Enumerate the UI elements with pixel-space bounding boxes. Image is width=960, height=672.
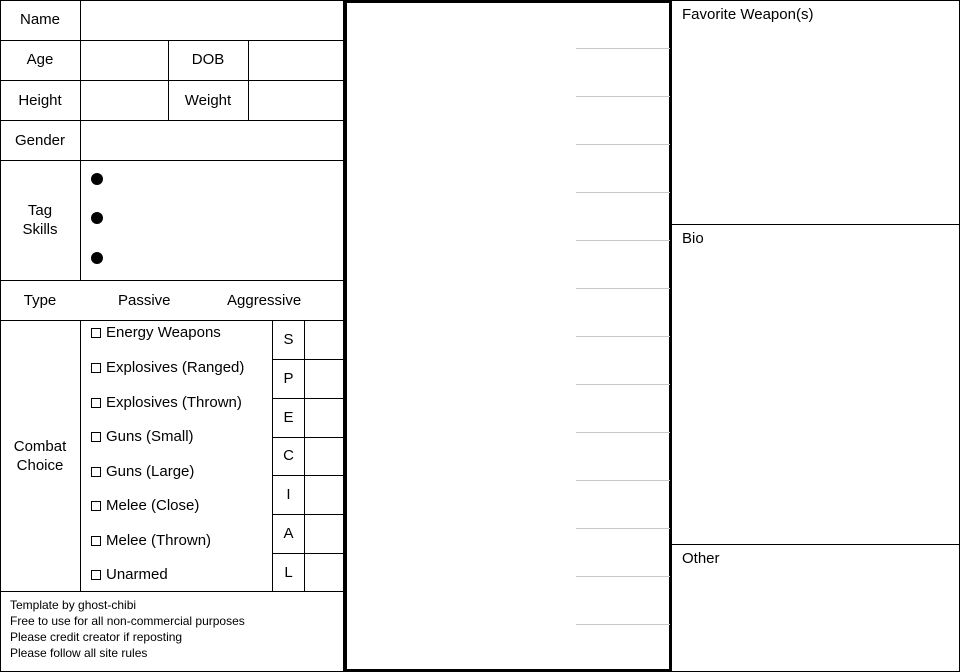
age-field[interactable] — [81, 41, 168, 80]
guide-line — [576, 624, 670, 625]
checkbox-icon[interactable] — [91, 501, 101, 511]
type-passive-option[interactable]: Passive — [118, 292, 171, 309]
combat-option[interactable]: Guns (Small) — [91, 428, 194, 446]
special-row-divider — [272, 514, 344, 515]
combat-option[interactable]: Energy Weapons — [91, 324, 221, 342]
combat-choice-label-line2: Choice — [16, 457, 64, 474]
dob-label: DOB — [191, 51, 225, 68]
weight-field[interactable] — [249, 81, 343, 120]
checkbox-icon[interactable] — [91, 328, 101, 338]
type-label: Type — [23, 292, 57, 309]
height-field[interactable] — [81, 81, 168, 120]
combat-option[interactable]: Melee (Close) — [91, 497, 199, 515]
guide-line — [576, 528, 670, 529]
guide-line — [576, 336, 670, 337]
age-label: Age — [26, 51, 54, 68]
special-letter-s: S — [283, 331, 294, 348]
guide-line — [576, 96, 670, 97]
guide-line — [576, 432, 670, 433]
favorite-weapons-label: Favorite Weapon(s) — [682, 6, 814, 23]
name-label: Name — [19, 11, 60, 28]
height-label: Height — [18, 92, 62, 109]
section-divider — [672, 224, 960, 225]
checkbox-icon[interactable] — [91, 432, 101, 442]
label-column-divider — [80, 320, 81, 592]
guide-line — [576, 576, 670, 577]
section-divider — [672, 544, 960, 545]
bullet-icon — [91, 252, 103, 264]
special-row-divider — [272, 398, 344, 399]
checkbox-icon[interactable] — [91, 398, 101, 408]
tag-skills-label-line1: Tag — [27, 202, 53, 219]
guide-line — [576, 240, 670, 241]
checkbox-icon[interactable] — [91, 467, 101, 477]
credit-line: Please credit creator if reposting — [10, 630, 183, 644]
checkbox-icon[interactable] — [91, 363, 101, 373]
special-letter-a: A — [283, 525, 294, 542]
combat-option[interactable]: Unarmed — [91, 566, 168, 584]
gender-field[interactable] — [81, 121, 343, 160]
guide-line — [576, 144, 670, 145]
special-letter-l: L — [284, 564, 293, 581]
row-divider — [0, 280, 344, 281]
guide-line — [576, 384, 670, 385]
other-field[interactable] — [673, 570, 959, 671]
favorite-weapons-field[interactable] — [673, 26, 959, 223]
bullet-icon — [91, 173, 103, 185]
special-letter-p: P — [283, 370, 294, 387]
row-divider — [0, 320, 344, 321]
other-label: Other — [682, 550, 720, 567]
bullet-icon — [91, 212, 103, 224]
tag-skills-label-line2: Skills — [22, 221, 58, 238]
row-divider — [0, 160, 344, 161]
name-field[interactable] — [81, 1, 343, 40]
bio-field[interactable] — [673, 250, 959, 543]
special-row-divider — [272, 359, 344, 360]
bio-label: Bio — [682, 230, 704, 247]
gender-label: Gender — [14, 132, 66, 149]
guide-line — [576, 192, 670, 193]
combat-choice-label-line1: Combat — [13, 438, 67, 455]
special-divider — [304, 320, 305, 592]
weight-label: Weight — [184, 92, 232, 109]
checkbox-icon[interactable] — [91, 570, 101, 580]
combat-option[interactable]: Explosives (Ranged) — [91, 359, 244, 377]
special-letter-e: E — [283, 409, 294, 426]
combat-option[interactable]: Guns (Large) — [91, 463, 194, 481]
special-row-divider — [272, 475, 344, 476]
dob-field[interactable] — [249, 41, 343, 80]
special-row-divider — [272, 437, 344, 438]
guide-line — [576, 48, 670, 49]
type-aggressive-option[interactable]: Aggressive — [227, 292, 302, 309]
special-letter-i: I — [286, 486, 291, 503]
checkbox-icon[interactable] — [91, 536, 101, 546]
special-row-divider — [272, 553, 344, 554]
credit-line: Free to use for all non-commercial purposes — [10, 614, 245, 628]
guide-line — [576, 480, 670, 481]
credit-line: Template by ghost-chibi — [10, 598, 137, 612]
combat-option[interactable]: Melee (Thrown) — [91, 532, 211, 550]
combat-option[interactable]: Explosives (Thrown) — [91, 394, 242, 412]
special-letter-c: C — [283, 447, 294, 464]
credit-line: Please follow all site rules — [10, 646, 148, 660]
row-divider — [0, 591, 344, 592]
guide-line — [576, 288, 670, 289]
